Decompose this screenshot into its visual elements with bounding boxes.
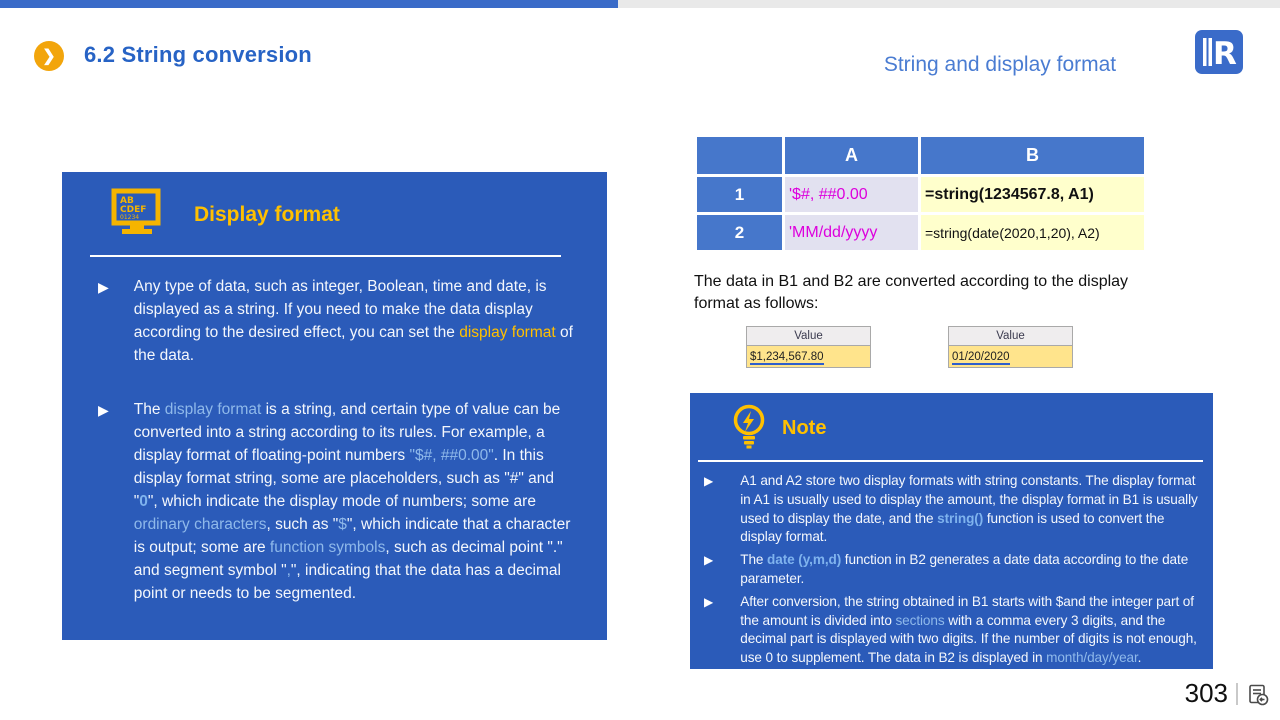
bullet-item [704, 593, 1207, 668]
date-value: 01/20/2020 [952, 350, 1010, 363]
document-return-icon[interactable] [1246, 683, 1270, 707]
bullet-item [704, 472, 1207, 547]
sheet-row-2 [696, 214, 1146, 252]
note-panel-title: Note [782, 417, 827, 439]
sheet-col-header-a: A [784, 136, 920, 176]
spreadsheet-table [694, 134, 1147, 253]
top-gray-bar [618, 0, 1280, 8]
note-panel-header [690, 393, 1213, 454]
bullet-text: ▶ The date (y,m,d) function in B2 generates a date data according to the date parameter. [740, 552, 1189, 586]
bullet-item [704, 551, 1207, 589]
bullet-text: ▶ A1 and A2 store two display formats with string constants. The display format in A1 is usually used to display the amount, the display format in B1 is usually used to display the date, and the string() function is used to convert the display format. [740, 473, 1198, 545]
svg-text:CDEF: CDEF [120, 205, 147, 215]
cell-a2: 'MM/dd/yyyy [784, 214, 920, 252]
value-table-cell [949, 346, 1073, 368]
value-table-cell [747, 346, 871, 368]
bullet-text: ▶ The display format is a string, and certain type of value can be converted into a string according to its rules. For example, a display format of floating-point numbers "$#, ##0.00". In this display format string, some are placeholders, such as "#" and "0", which indicate the display mode of numbers; some are ordinary characters, such as "$", which indicate that a character is output; some are function symbols, such as decimal point "." and segment symbol ",", indicating that the data has a decimal point or needs to be segmented. [133, 401, 571, 602]
svg-text:R: R [1213, 36, 1237, 72]
monitor-text-icon [110, 188, 164, 241]
cell-a1: '$#, ##0.00 [784, 176, 920, 214]
value-table-date [948, 326, 1073, 368]
note-panel [690, 393, 1213, 669]
cell-b1: =string(1234567.8, A1) [920, 176, 1146, 214]
bullet-item [98, 275, 581, 367]
footer-divider [1236, 683, 1238, 705]
brand-logo-icon [1194, 29, 1244, 80]
page-title: 6.2 String conversion [84, 42, 312, 67]
sheet-row-number: 2 [696, 214, 784, 252]
cell-b2: =string(date(2020,1,20), A2) [920, 214, 1146, 252]
value-table-amount [746, 326, 871, 368]
display-format-panel-title: Display format [194, 202, 340, 226]
svg-text:01234: 01234 [120, 214, 140, 221]
lightbulb-bolt-icon [730, 403, 768, 454]
conversion-caption: The data in B1 and B2 are converted according to the display format as follows: [694, 273, 1129, 312]
page-subtitle: String and display format [883, 53, 1117, 76]
sheet-row-1 [696, 176, 1146, 214]
top-accent-bar [0, 0, 618, 8]
sheet-corner-cell [696, 136, 784, 176]
value-table-header: Value [949, 327, 1073, 346]
bullet-text: ▶ After conversion, the string obtained in B1 starts with $and the integer part of the amount is divided into sections with a comma every 3 digits, and the decimal part is displayed with two digits. If the number of digits is not enough, use 0 to supplement. The data in B2 is displayed in month/day/year. [740, 593, 1197, 666]
display-format-bullets [62, 257, 607, 605]
bullet-item [98, 398, 581, 605]
sheet-col-header-b: B [920, 136, 1146, 176]
sheet-header-row [696, 136, 1146, 176]
page-number: 303 [1184, 678, 1228, 708]
svg-text:AB: AB [120, 196, 134, 206]
bullet-text: ▶ Any type of data, such as integer, Boolean, time and date, is displayed as a string. If you need to make the data display according to the desired effect, you can set the display format of the data. [133, 278, 573, 364]
value-table-header: Value [747, 327, 871, 346]
display-format-panel-header [62, 172, 607, 241]
section-chevron-icon: ❯ [34, 41, 64, 71]
note-bullets [690, 462, 1213, 668]
amount-value: $1,234,567.80 [750, 350, 824, 363]
sheet-row-number: 1 [696, 176, 784, 214]
display-format-panel [62, 172, 607, 640]
